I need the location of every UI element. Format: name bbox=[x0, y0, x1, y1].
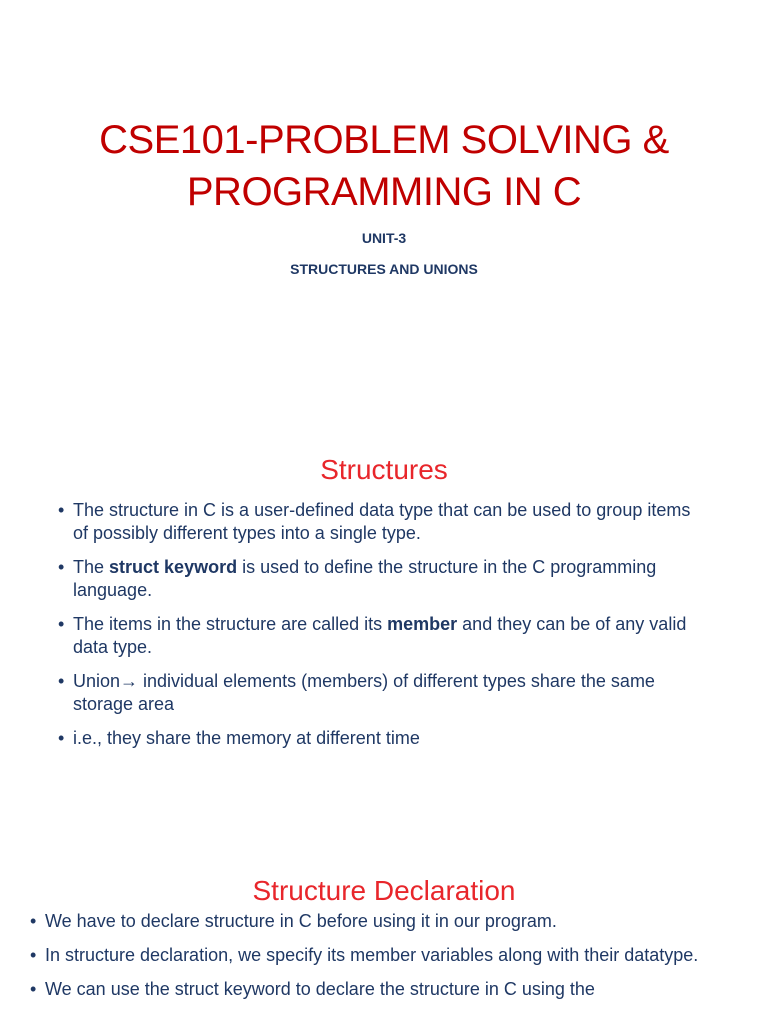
bullet-marker: • bbox=[58, 671, 65, 691]
bullet-text: We have to declare structure in C before using it in our program. bbox=[45, 911, 557, 931]
bullet-text-part: Union bbox=[73, 671, 121, 691]
bullet-item bbox=[58, 499, 708, 545]
bullet-text bbox=[73, 671, 655, 714]
bullet-text-part: and they can be of any valid data type. bbox=[73, 614, 687, 657]
bullet-marker: • bbox=[30, 979, 37, 999]
bullet-marker: • bbox=[30, 945, 37, 965]
title-slide bbox=[0, 0, 768, 432]
bullet-text: We can use the struct keyword to declare the structure in C using the bbox=[45, 979, 595, 999]
bullet-text-part: The bbox=[73, 557, 110, 577]
slide-heading: Structures bbox=[320, 454, 448, 485]
bullet-marker: • bbox=[58, 728, 65, 748]
bullet-marker: • bbox=[58, 557, 65, 577]
bullet-list bbox=[30, 910, 720, 1012]
bullet-emphasis: member bbox=[387, 614, 458, 634]
bullet-text bbox=[73, 557, 656, 600]
structures-slide bbox=[0, 432, 768, 832]
structure-declaration-slide bbox=[0, 832, 768, 1024]
bullet-text-part: The items in the structure are called its bbox=[73, 614, 388, 634]
bullet-emphasis: struct keyword bbox=[109, 557, 238, 577]
bullet-item bbox=[30, 978, 720, 1001]
bullet-item bbox=[58, 613, 708, 659]
bullet-marker: • bbox=[30, 911, 37, 931]
bullet-marker: • bbox=[58, 614, 65, 634]
bullet-item bbox=[58, 727, 708, 750]
bullet-item bbox=[58, 556, 708, 602]
bullet-text: The structure in C is a user-defined data type that can be used to group items of possibly different types into a single type. bbox=[73, 500, 691, 543]
arrow-right-icon: → bbox=[120, 671, 139, 691]
slide-heading: Structure Declaration bbox=[252, 875, 516, 906]
bullet-text bbox=[73, 614, 686, 657]
bullet-text: i.e., they share the memory at different time bbox=[73, 728, 420, 748]
course-title-line-2: PROGRAMMING IN C bbox=[186, 170, 582, 214]
bullet-text-part: individual elements (members) of different types share the same storage area bbox=[73, 671, 655, 714]
bullet-item bbox=[30, 944, 720, 967]
bullet-text-part: is used to define the structure in the C programming language. bbox=[73, 557, 657, 600]
bullet-item bbox=[30, 910, 720, 933]
bullet-text: In structure declaration, we specify its member variables along with their datatype. bbox=[45, 945, 699, 965]
course-title bbox=[0, 114, 768, 218]
topic-label: STRUCTURES AND UNIONS bbox=[290, 261, 478, 277]
bullet-item bbox=[58, 670, 708, 716]
course-title-line-1: CSE101-PROBLEM SOLVING & bbox=[99, 118, 669, 162]
unit-label: UNIT-3 bbox=[361, 230, 407, 246]
bullet-marker: • bbox=[58, 500, 65, 520]
bullet-list bbox=[58, 499, 708, 761]
